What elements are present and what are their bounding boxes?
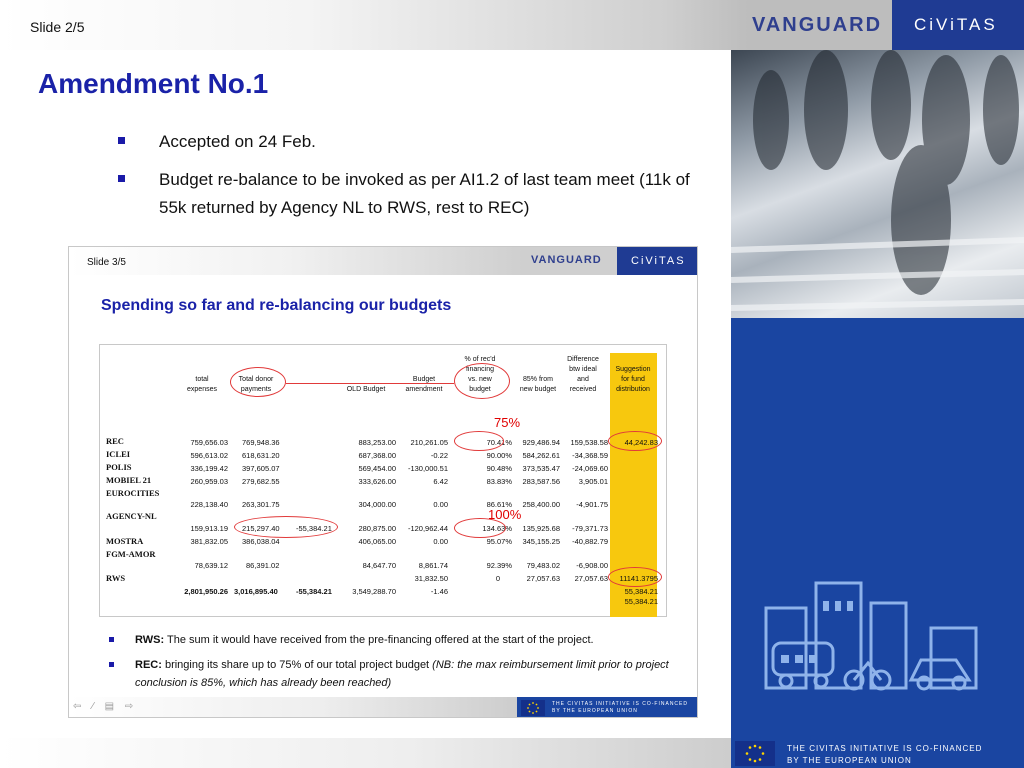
cell-mobiel-donor: 279,682.55 <box>242 477 280 486</box>
cell-rec-pct: 70.41% <box>486 438 512 447</box>
cell-agency-85: 135,925.68 <box>522 524 560 533</box>
bullet-marker-icon <box>118 137 125 144</box>
bullet-list <box>118 128 718 232</box>
header-line: Total donor <box>238 376 274 383</box>
city-illustration <box>731 318 1024 738</box>
cell-iclei-total: 596,613.02 <box>190 451 228 460</box>
cell-eurocities-amend: 0.00 <box>433 500 448 509</box>
pedestrians-photo-graphic <box>731 50 1024 318</box>
header-line: total <box>195 376 209 383</box>
row-label-fgm: FGM-AMOR <box>106 549 156 559</box>
cell-polis-donor: 397,605.07 <box>242 464 280 473</box>
note-rec-italic: (NB: the max reimbursement limit prior to project conclusion is 85%, which has already been reached) <box>135 659 669 689</box>
cell-fgm-85: 79,483.02 <box>526 561 560 570</box>
cell-mostra-total: 381,832.05 <box>190 537 228 546</box>
bullet-marker-icon <box>118 175 125 182</box>
cell-rws-85: 27,057.63 <box>526 574 560 583</box>
note-rec-label: REC: <box>135 659 162 671</box>
cell-agency-returned: -55,384.21 <box>296 524 332 533</box>
header-line: Budget <box>412 376 436 383</box>
header-line: vs. new <box>468 376 492 383</box>
cell-rec-amend: 210,261.05 <box>410 438 448 447</box>
header-line: expenses <box>187 386 217 393</box>
cell-iclei-old: 687,368.00 <box>358 451 396 460</box>
cell-mobiel-diff: 3,905.01 <box>578 477 608 486</box>
row-label-mobiel: MOBIEL 21 <box>106 475 152 485</box>
inner-eu-text-line-1: THE CIVITAS INITIATIVE IS CO-FINANCED <box>552 701 688 707</box>
row-label-mostra: MOSTRA <box>106 536 144 546</box>
highlight-ellipse-rws-sugg <box>608 567 662 587</box>
cell-iclei-donor: 618,631.20 <box>242 451 280 460</box>
highlight-ellipse-agency-donor <box>234 516 338 538</box>
header-line: distribution <box>616 386 650 393</box>
cell-polis-old: 569,454.00 <box>358 464 396 473</box>
cell-mostra-pct: 95.07% <box>486 537 512 546</box>
cell-fgm-old: 84,647.70 <box>362 561 396 570</box>
embedded-slide <box>68 246 698 718</box>
cell-rws-diff: 27,057.63 <box>574 574 608 583</box>
cell-total-expenses: 2,801,950.26 <box>184 587 228 596</box>
inner-vanguard-logo: VANGUARD <box>531 254 602 266</box>
cell-mostra-donor: 386,038.04 <box>242 537 280 546</box>
header-total <box>174 375 230 395</box>
bullet-marker-icon <box>109 662 114 667</box>
cell-total-sugg: 55,384.21 <box>624 587 658 596</box>
cell-mostra-old: 406,065.00 <box>358 537 396 546</box>
cell-eurocities-pct: 86.61% <box>486 500 512 509</box>
header-line: and <box>577 376 589 383</box>
cell-rec-donor: 769,948.36 <box>242 438 280 447</box>
cell-mobiel-85: 283,587.56 <box>522 477 560 486</box>
header-line: 85% from <box>523 376 553 383</box>
eu-text-line-2: BY THE EUROPEAN UNION <box>787 756 912 765</box>
header-line: payments <box>240 386 272 393</box>
cell-rws-pct: 0 <box>495 574 500 583</box>
cell-iclei-pct: 90.00% <box>486 451 512 460</box>
header-line: financing <box>465 366 495 373</box>
cell-agency-pct: 134.63% <box>482 524 512 533</box>
header-line: for fund <box>621 376 645 383</box>
cell-fgm-pct: 92.39% <box>486 561 512 570</box>
cell-fgm-diff: -6,908.00 <box>576 561 608 570</box>
cell-agency-amend: -120,962.44 <box>407 524 448 533</box>
cell-rws-sugg: 11141.3795 <box>619 574 658 583</box>
cell-mobiel-amend: 6.42 <box>433 477 448 486</box>
inner-notes-list <box>109 631 669 699</box>
note-rws <box>109 631 669 649</box>
cell-polis-diff: -24,069.60 <box>572 464 608 473</box>
highlight-ellipse-donor-header <box>230 367 286 397</box>
cell-polis-total: 336,199.42 <box>190 464 228 473</box>
header-line: Difference <box>567 356 599 363</box>
cell-rec-total: 759,656.03 <box>190 438 228 447</box>
cell-fgm-total: 78,639.12 <box>194 561 228 570</box>
cell-agency-diff: -79,371.73 <box>572 524 608 533</box>
row-label-rws: RWS <box>106 573 126 583</box>
header-line: btw ideal <box>569 366 597 373</box>
row-label-iclei: ICLEI <box>106 449 131 459</box>
header-line: OLD Budget <box>346 386 386 393</box>
inner-eu-text-line-2: BY THE EUROPEAN UNION <box>552 708 638 714</box>
cell-polis-amend: -130,000.51 <box>407 464 448 473</box>
inner-slide-number: Slide 3/5 <box>87 257 126 268</box>
inner-top-bar <box>69 247 698 275</box>
header-line: amendment <box>405 386 443 393</box>
eu-cofinance-text <box>787 743 982 767</box>
cell-mobiel-pct: 83.83% <box>486 477 512 486</box>
inner-eu-cofinance-text <box>552 701 688 715</box>
note-rec <box>109 656 669 692</box>
cell-rec-old: 883,253.00 <box>358 438 396 447</box>
cell-fgm-amend: 8,861.74 <box>418 561 448 570</box>
slide-number: Slide 2/5 <box>30 19 85 35</box>
header-line: new budget <box>519 386 557 393</box>
cell-agency-total: 159,913.19 <box>190 524 228 533</box>
cell-mostra-amend: 0.00 <box>433 537 448 546</box>
header-suggestion <box>608 365 658 395</box>
slide-title: Amendment No.1 <box>38 68 269 99</box>
bullet-marker-icon <box>109 637 114 642</box>
row-label-eurocities: EUROCITIES <box>106 488 160 498</box>
cell-polis-pct: 90.48% <box>486 464 512 473</box>
eu-text-line-1: THE CIVITAS INITIATIVE IS CO-FINANCED <box>787 744 983 753</box>
inner-eu-flag-icon <box>521 700 545 716</box>
cell-mostra-diff: -40,882.79 <box>572 537 608 546</box>
note-rws-label: RWS: <box>135 634 165 646</box>
cell-mobiel-old: 333,626.00 <box>358 477 396 486</box>
bullet-text: Budget re-balance to be invoked as per AI1.2 of last team meet (11k of 55k returned by Agency NL to RWS, rest to REC) <box>159 170 690 217</box>
cell-total-donor: 3,016,895.40 <box>234 587 278 596</box>
row-label-polis: POLIS <box>106 462 132 472</box>
connector-line <box>286 383 454 384</box>
cell-fgm-donor: 86,391.02 <box>246 561 280 570</box>
bullet-text: Accepted on 24 Feb. <box>159 132 316 151</box>
cell-iclei-amend: -0.22 <box>430 451 448 460</box>
cell-mostra-85: 345,155.25 <box>522 537 560 546</box>
header-line: % of rec'd <box>464 356 496 363</box>
note-rec-text: bringing its share up to 75% of our total project budget <box>161 659 433 671</box>
slide-nav-controls[interactable]: ⇦ ∕ ▤ ⇨ <box>73 701 138 712</box>
cell-total-sugg-check: 55,384.21 <box>624 597 658 606</box>
cell-eurocities-diff: -4,901.75 <box>576 500 608 509</box>
cell-agency-donor: 215,297.40 <box>242 524 280 533</box>
annotation-100pct: 100% <box>488 507 522 522</box>
bullet-budget <box>118 166 718 222</box>
cell-agency-old: 280,875.00 <box>358 524 396 533</box>
inner-civitas-logo: CiViTAS <box>631 255 686 267</box>
cell-eurocities-total: 228,138.40 <box>190 500 228 509</box>
cell-eurocities-donor: 263,301.75 <box>242 500 280 509</box>
annotation-75pct: 75% <box>494 415 521 430</box>
cell-total-old: 3,549,288.70 <box>352 587 396 596</box>
inner-eu-flag-stars <box>521 700 545 716</box>
vanguard-logo: VANGUARD <box>752 14 883 36</box>
cell-rec-sugg: 44,242.83 <box>624 438 658 447</box>
header-old-budget <box>338 385 394 395</box>
eu-flag-icon <box>735 741 775 766</box>
highlight-ellipse-pct-header <box>454 363 510 399</box>
note-rws-text: The sum it would have received from the pre-financing offered at the start of the project. <box>164 634 594 646</box>
highlight-ellipse-rec-sugg <box>608 431 662 451</box>
highlight-ellipse-rec-pct <box>454 431 504 451</box>
header-line: Suggestion <box>615 366 651 373</box>
pedestrians-photo <box>731 50 1024 318</box>
header-difference <box>560 355 606 395</box>
cell-mobiel-total: 260,959.03 <box>190 477 228 486</box>
header-line: budget <box>469 386 491 393</box>
cell-eurocities-old: 304,000.00 <box>358 500 396 509</box>
cell-rec-diff: 159,538.58 <box>570 438 608 447</box>
cell-total-amend: -1.46 <box>430 587 448 596</box>
eu-flag-stars <box>735 741 775 766</box>
row-label-agency: AGENCY-NL <box>106 511 157 521</box>
cell-iclei-diff: -34,368.59 <box>572 451 608 460</box>
header-85pct <box>510 375 566 395</box>
inner-slide-title: Spending so far and re-balancing our budgets <box>101 297 452 314</box>
cell-polis-85: 373,535.47 <box>522 464 560 473</box>
header-line: received <box>569 386 597 393</box>
bullet-accepted <box>118 128 718 156</box>
civitas-logo: CiViTAS <box>914 15 998 34</box>
cell-rws-amend: 31,832.50 <box>414 574 448 583</box>
row-label-rec: REC <box>106 436 124 446</box>
header-amendment <box>396 375 452 395</box>
cell-total-returned: -55,384.21 <box>296 587 332 596</box>
city-illustration-panel <box>731 318 1024 738</box>
budget-table <box>99 344 667 617</box>
cell-iclei-85: 584,262.61 <box>522 451 560 460</box>
cell-eurocities-85: 258,400.00 <box>522 500 560 509</box>
cell-rec-85: 929,486.94 <box>522 438 560 447</box>
